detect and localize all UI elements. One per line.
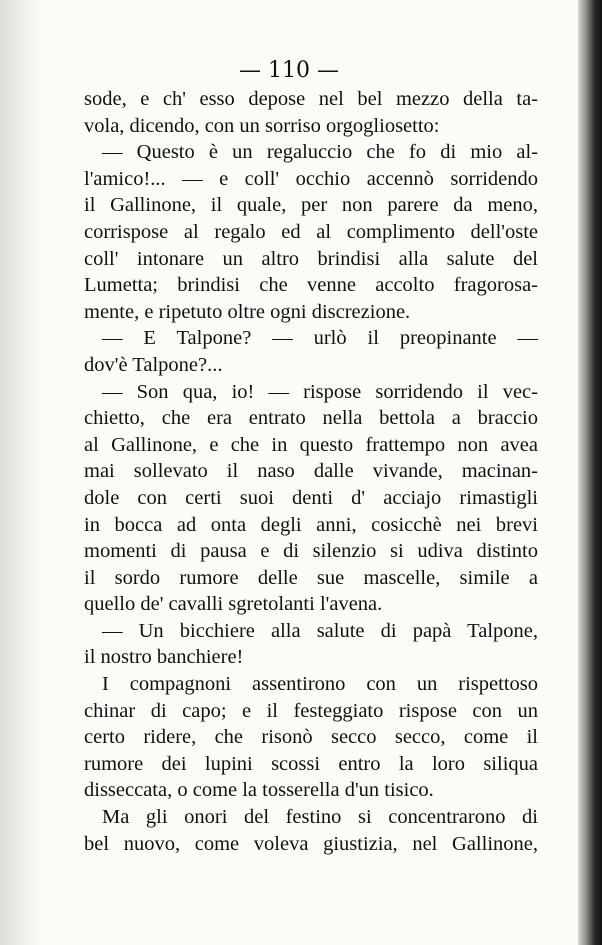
paragraph [84, 671, 538, 804]
text-line: dov'è Talpone?... [84, 353, 223, 376]
text-line: — Questo è un regaluccio che fo di mio al- [102, 141, 538, 164]
text-line: I compagnoni assentirono con un rispettoso [102, 673, 538, 696]
text-line: il nostro banchiere! [84, 646, 244, 669]
text-line: — Son qua, io! — rispose sorridendo il vec- [102, 380, 538, 403]
paragraph [84, 139, 538, 325]
paragraph [84, 804, 538, 857]
text-line: sode, e ch' esso depose nel bel mezzo della ta- [84, 88, 538, 110]
text-line: rumore dei lupini scossi entro la loro siliqua [84, 752, 538, 775]
text-line: il sordo rumore delle sue mascelle, simile a [84, 566, 538, 589]
binding-shadow [0, 0, 40, 945]
text-line: Ma gli onori del festino si concentrarono di [102, 806, 538, 829]
text-line: Lumetta; brindisi che venne accolto fragorosa- [84, 274, 538, 297]
paragraph [84, 379, 538, 618]
text-line: mai sollevato il naso dalle vivande, macinan- [84, 460, 538, 483]
page-number: — 110 — [239, 58, 339, 83]
text-line: momenti di pausa e di silenzio si udiva distinto [84, 540, 538, 563]
text-line: vola, dicendo, con un sorriso orgogliosetto: [84, 114, 440, 137]
paragraph [84, 618, 538, 671]
text-line: — Un bicchiere alla salute di papà Talpone, [102, 619, 538, 642]
text-line: coll' intonare un altro brindisi alla salute del [84, 247, 538, 270]
paragraph [84, 325, 538, 378]
text-line: — E Talpone? — urlò il preopinante — [102, 327, 538, 350]
text-line: mente, e ripetuto oltre ogni discrezione. [84, 300, 411, 323]
text-line: disseccata, o come la tosserella d'un tisico. [84, 779, 434, 802]
text-line: chietto, che era entrato nella bettola a braccio [84, 407, 538, 430]
text-line: in bocca ad onta degli anni, cosicchè nei brevi [84, 513, 538, 536]
text-line: il Gallinone, il quale, per non parere da meno, [84, 194, 538, 217]
text-line: certo ridere, che risonò secco secco, come il [84, 726, 538, 749]
page-edge [578, 0, 602, 945]
paragraph [84, 86, 538, 139]
text-line: corrispose al regalo ed al complimento dell'oste [84, 220, 538, 243]
text-line: quello de' cavalli sgretolanti l'avena. [84, 593, 383, 616]
page-body-text [84, 86, 538, 857]
text-line: dole con certi suoi denti d' acciajo rimastigli [84, 486, 538, 509]
text-line: l'amico!... — e coll' occhio accennò sorridendo [84, 167, 538, 190]
text-line: al Gallinone, e che in questo frattempo non avea [84, 433, 538, 456]
text-line: chinar di capo; e il festeggiato rispose con un [84, 699, 538, 722]
text-line: bel nuovo, come voleva giustizia, nel Gallinone, [84, 832, 538, 855]
